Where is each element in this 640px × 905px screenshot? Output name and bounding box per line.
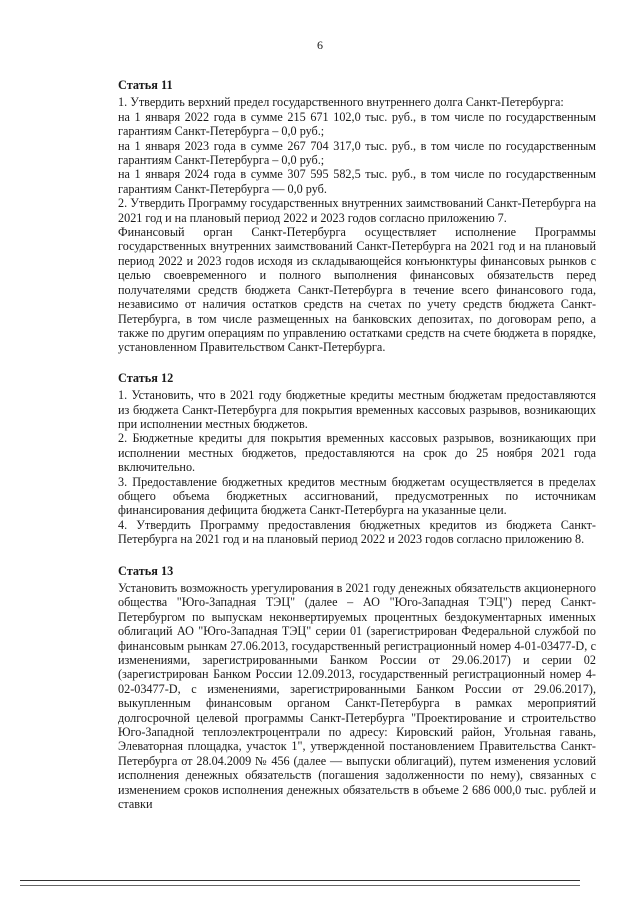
- paragraph: 1. Утвердить верхний предел государственного внутреннего долга Санкт-Петербурга:: [118, 95, 564, 110]
- article-13: [118, 564, 596, 812]
- page-number: 6: [317, 38, 323, 52]
- paragraph: на 1 января 2022 года в сумме 215 671 102,0 тыс. руб., в том числе по государственным гарантиям Санкт-Петербурга – 0,0 руб.;: [118, 109, 596, 139]
- article-title: Статья 11: [118, 78, 173, 92]
- article-title: Статья 12: [118, 370, 174, 385]
- paragraph: 4. Утвердить Программу предоставления бюджетных кредитов из бюджета Санкт-Петербурга на 2021 год и на плановый период 2022 и 2023 годов согласно приложению 8.: [118, 517, 596, 547]
- footer-rule: [20, 885, 580, 886]
- paragraph: 2. Бюджетные кредиты для покрытия временных кассовых разрывов, возникающих при исполнении местных бюджетов, предоставляются на срок до 25 ноября 2021 года включительно.: [118, 431, 596, 475]
- paragraph: 2. Утвердить Программу государственных внутренних заимствований Санкт-Петербурга на 2021 год и на плановый период 2022 и 2023 годов согласно приложению 7.: [118, 196, 596, 225]
- article-title: Статья 13: [118, 563, 174, 578]
- paragraph: 1. Установить, что в 2021 году бюджетные кредиты местным бюджетам предоставляются из бюджета Санкт-Петербурга для покрытия временных кассовых разрывов, возникающих при исполнении местных бюджетов.: [118, 388, 596, 431]
- paragraph: Установить возможность урегулирования в 2021 году денежных обязательств акционерного общества "Юго-Западная ТЭЦ" (далее – АО "Юго-Западная ТЭЦ") перед Санкт-Петербургом по выпускам неконвертируемых процентных бездокументарных именных облигаций АО "Юго-Западная ТЭЦ" серии 01 (зарегистрирован Федеральной службой по финансовым рынкам 27.06.2013, государственный регистрационный номер 4-01-03477-D, с изменениями, зарегистрированными Банком России от 29.06.2017) и серии 02 (зарегистрирован Банком России 12.09.2013, государственный регистрационный номер 4-02-03477-D, с изменениями, зарегистрированными Банком России от 29.06.2017), выкупленным финансовым органом Санкт-Петербурга в рамках мероприятий долгосрочной целевой программы Санкт-Петербурга "Проектирование и строительство Юго-Западной теплоэлектроцентрали по адресу: Кировский район, Угольная гавань, Элеваторная площадка, участок 1", утвержденной постановлением Правительства Санкт-Петербурга от 28.04.2009 № 456 (далее — выпуски облигаций), путем изменения условий исполнения денежных обязательств (погашения задолженности по нему), связанных с изменением сроков исполнения денежных обязательств в объеме 2 686 000,0 тыс. рублей и ставки: [118, 581, 596, 812]
- paragraph: 3. Предоставление бюджетных кредитов местным бюджетам осуществляется в пределах общего объема бюджетных ассигнований, предусмотренных по источникам финансирования дефицита бюджета Санкт-Петербурга на указанные цели.: [118, 474, 596, 518]
- article-11: [118, 78, 596, 355]
- document-body: [118, 78, 596, 812]
- paragraph: на 1 января 2024 года в сумме 307 595 582,5 тыс. руб., в том числе по государственным гарантиям Санкт-Петербурга — 0,0 руб.: [118, 167, 596, 196]
- paragraph: на 1 января 2023 года в сумме 267 704 317,0 тыс. руб., в том числе по государственным гарантиям Санкт-Петербурга – 0,0 руб.;: [118, 138, 596, 168]
- paragraph: Финансовый орган Санкт-Петербурга осуществляет исполнение Программы государственных внутренних заимствований Санкт-Петербурга на 2021 год и на плановый период 2022 и 2023 годов исходя из складывающейся конъюнктуры финансовых рынков с целью своевременного и полного выполнения финансовых обязательств перед получателями средств бюджета Санкт-Петербурга в течение всего финансового года, независимо от наличия остатков средств на счетах по учету средств бюджета Санкт-Петербурга, в том числе размещенных на банковских депозитах, по договорам репо, а также по другим операциям по управлению остатками средств на счете бюджета в порядке, установленном Правительством Санкт-Петербурга.: [118, 225, 596, 355]
- article-12: [118, 371, 596, 547]
- spacer: [118, 547, 596, 564]
- footer-rule: [20, 880, 580, 881]
- spacer: [118, 355, 596, 371]
